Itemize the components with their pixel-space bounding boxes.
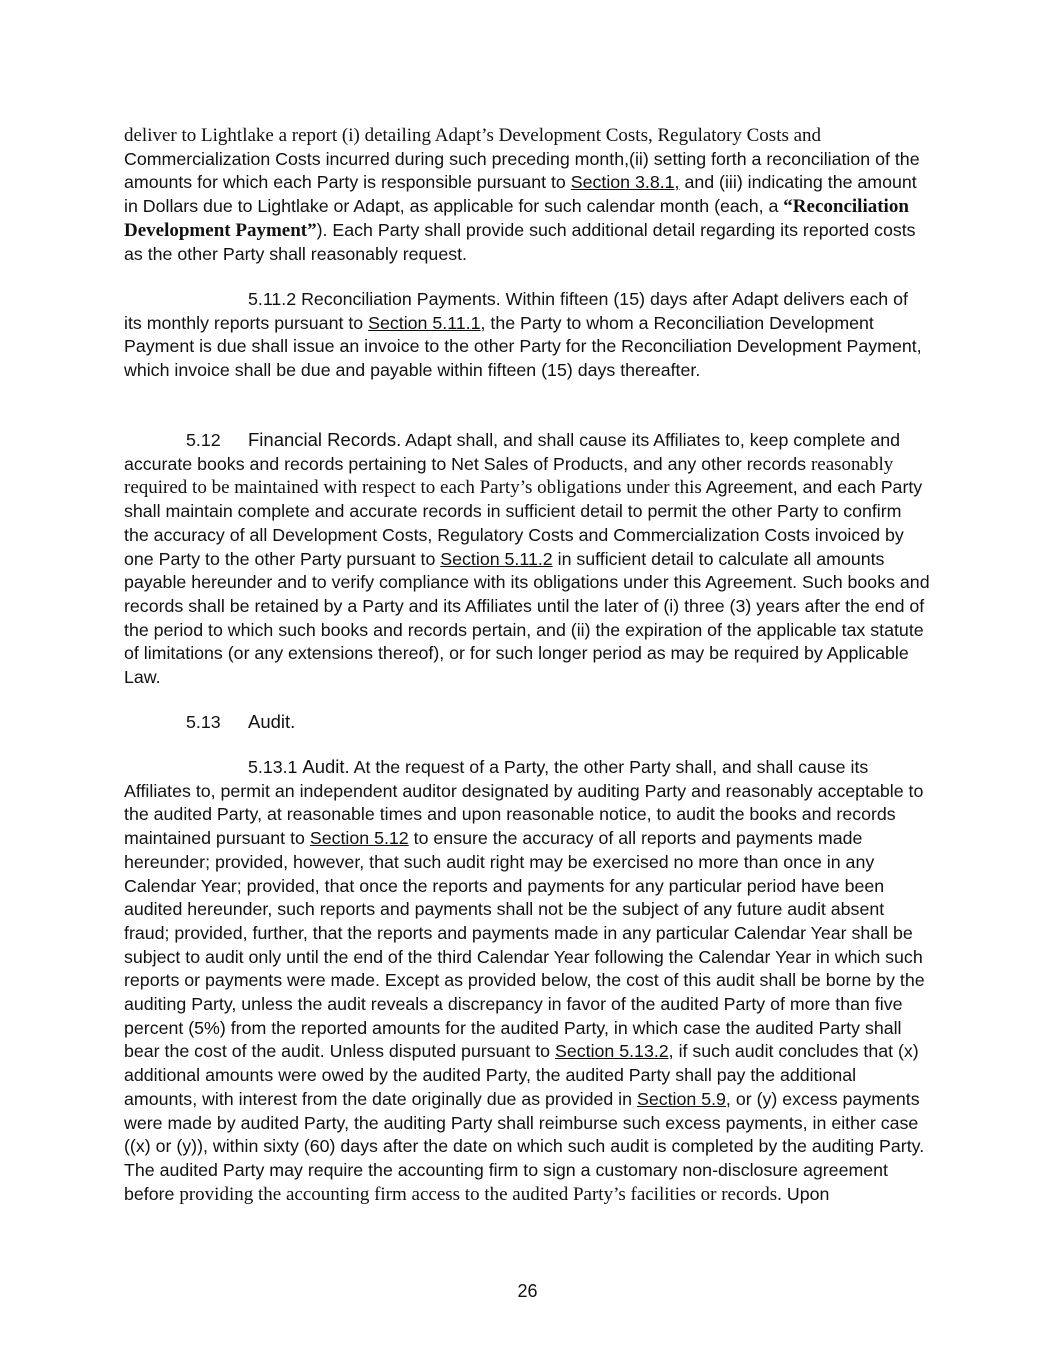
section-number: 5.13 bbox=[186, 712, 221, 732]
text: and (iii) indicating the amount in Dollars due to Lightlake or Adapt, as applicable for such calendar month (each, a bbox=[124, 172, 917, 217]
text: Agreement, and each Party shall maintain complete and accurate records in sufficient detail to permit the other Party to confirm the accuracy of all Development Costs, Regulatory Costs and Commercialization Costs invoiced by one Party to the other Party pursuant to bbox=[124, 477, 923, 569]
section-reference-link[interactable]: Section 5.12 bbox=[309, 828, 409, 849]
text: deliver to Lightlake a report (i) detailing Adapt’s Development Costs, Regulatory Costs and bbox=[124, 125, 822, 146]
text: Adapt shall, and shall cause its Affiliates to, keep complete and accurate books and records pertaining to Net Sales of Products, and any other records bbox=[124, 430, 901, 474]
section-number: 5.13.1 bbox=[248, 757, 298, 777]
section-number: 5.12 bbox=[186, 430, 221, 450]
section-reference-link[interactable]: Section 5.11.1, bbox=[368, 312, 486, 333]
page-number: 26 bbox=[517, 1281, 538, 1301]
text: At the request of a Party, the other Party shall, and shall cause its Affiliates to, permit an independent auditor designated by auditing Party and reasonably acceptable to the audited Party, at reasonable times and upon reasonable notice, to audit the books and records maintained pursuant to bbox=[124, 757, 924, 849]
section-heading: Financial Records. bbox=[248, 429, 402, 450]
section-5-13-heading bbox=[124, 710, 930, 735]
text: in sufficient detail to calculate all amounts payable hereunder and to verify compliance with its obligations under this Agreement. Such books and records shall be retained by a Party and its Affiliates until the later of (i) three (3) years after the end of the period to which such books and records pertain, and (ii) the expiration of the applicable tax statute of limitations (or any extensions thereof), or for such longer period as may be required by Applicable Law. bbox=[124, 548, 930, 688]
section-reference-link[interactable]: Section 5.9, bbox=[636, 1088, 731, 1109]
text: the Party to whom a Reconciliation Development Payment is due shall issue an invoice to the other Party for the Reconciliation Development Payment, which invoice shall be due and payable within fifteen (15) days thereafter. bbox=[124, 312, 922, 381]
text: Commercialization Costs incurred during such preceding month,(ii) setting forth a reconciliation of the amounts for which each Party is responsible pursuant to bbox=[124, 148, 920, 193]
text: if such audit concludes that (x) additional amounts were owed by the audited Party, the audited Party shall pay the additional amounts, with interest from the date originally due as provided in bbox=[124, 1041, 919, 1109]
text: or (y) excess payments were made by audited Party, the auditing Party shall reimburse such excess payments, in either case ((x) or (y)), within sixty (60) days after the date on which such audit is completed by the auditing Party. The audited Party may require the accounting firm to sign a customary non-disclosure agreement before bbox=[124, 1088, 925, 1204]
defined-term: “Reconciliation Development Payment” bbox=[124, 196, 909, 241]
text: Within fifteen (15) days after Adapt delivers each of its monthly reports pursuant to bbox=[124, 289, 908, 333]
text: providing the accounting firm access to the audited Party’s facilities or records. bbox=[179, 1183, 782, 1205]
section-reference-link[interactable]: Section 5.13.2, bbox=[554, 1041, 674, 1062]
text: to ensure the accuracy of all reports and payments made hereunder; provided, however, that such audit right may be exercised no more than once in any Calendar Year; provided, that once the reports and payments for any particular period have been audited hereunder, such reports and payments shall not be the subject of any future audit absent fraud; provided, further, that the reports and payments made in any particular Calendar Year shall be subject to audit only until the end of the third Calendar Year following the Calendar Year in which such reports or payments were made. Except as provided below, the cost of this audit shall be borne by the auditing Party, unless the audit reveals a discrepancy in favor of the audited Party of more than five percent (5%) from the reported amounts for the audited Party, in which case the audited Party shall bear the cost of the audit. Unless disputed pursuant to bbox=[124, 828, 925, 1062]
section-reference-link[interactable]: Section 5.11.2 bbox=[440, 548, 553, 569]
paragraph-continuation bbox=[124, 124, 930, 266]
section-reference-link[interactable]: Section 3.8.1, bbox=[570, 172, 680, 193]
section-5-11-2-paragraph bbox=[124, 288, 930, 383]
text: Upon bbox=[781, 1183, 830, 1204]
text: reasonably required to be maintained with respect to each Party’s obligations under this bbox=[124, 453, 894, 499]
section-5-12-paragraph bbox=[124, 428, 930, 690]
section-heading: Audit. bbox=[302, 756, 350, 777]
section-heading: Audit. bbox=[248, 711, 296, 732]
text: ). Each Party shall provide such additional detail regarding its reported costs as the other Party shall reasonably request. bbox=[124, 219, 916, 264]
section-heading: Reconciliation Payments. bbox=[301, 289, 501, 309]
section-5-13-1-paragraph bbox=[124, 755, 930, 1206]
section-number: 5.11.2 bbox=[248, 289, 297, 309]
